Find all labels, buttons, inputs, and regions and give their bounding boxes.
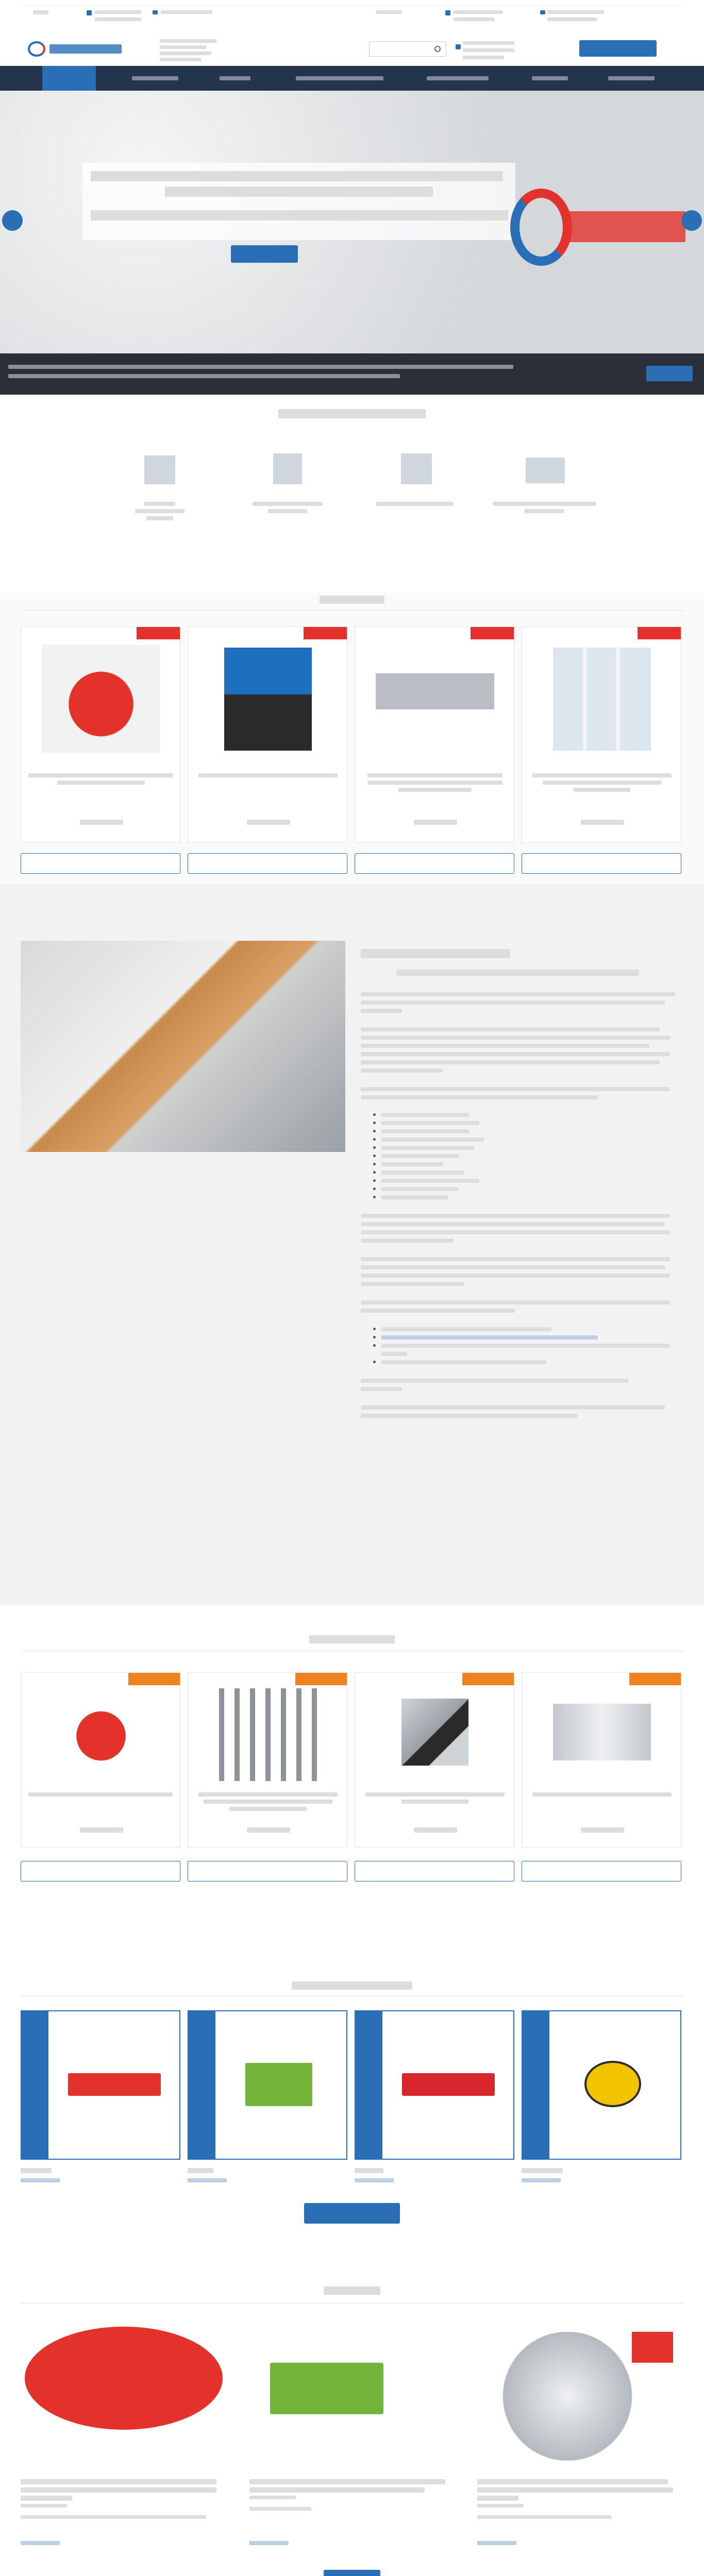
about-text — [361, 1027, 660, 1031]
header-phone[interactable] — [95, 18, 141, 21]
hero-more-button[interactable] — [231, 245, 298, 263]
about-text — [361, 1309, 515, 1313]
new-products-section — [0, 592, 704, 884]
product-image[interactable] — [376, 673, 494, 709]
about-text — [361, 1414, 577, 1418]
brand-side-stripe — [189, 2011, 215, 2159]
news-title[interactable] — [21, 2479, 216, 2484]
advantage-label — [253, 502, 323, 506]
list-bullet — [373, 1196, 376, 1198]
news-excerpt — [477, 2515, 611, 2519]
list-bullet — [373, 1155, 376, 1157]
news-image-logo — [25, 2327, 223, 2430]
header-phone[interactable] — [454, 10, 503, 14]
product-card[interactable] — [355, 1672, 514, 1848]
nav-item[interactable] — [132, 76, 178, 80]
product-name[interactable] — [28, 1792, 173, 1797]
news-section — [0, 2239, 704, 2558]
advantage-label — [376, 502, 454, 506]
list-item — [381, 1138, 484, 1142]
product-name[interactable] — [204, 1800, 332, 1804]
nav-item[interactable] — [220, 76, 250, 80]
brand-card[interactable] — [522, 2010, 681, 2160]
product-image[interactable] — [219, 1688, 317, 1781]
brand-logo — [584, 2061, 641, 2107]
certificate-icon — [144, 455, 175, 484]
phone-icon — [456, 44, 461, 49]
product-image[interactable] — [224, 648, 312, 751]
about-text — [361, 1036, 670, 1040]
section-title — [292, 1981, 412, 1990]
news-title[interactable] — [477, 2487, 673, 2493]
mail-icon — [153, 10, 158, 14]
product-name[interactable] — [229, 1807, 307, 1811]
main-nav — [0, 66, 704, 91]
brand-side-stripe — [356, 2011, 382, 2159]
about-text — [361, 1257, 670, 1261]
top-header — [0, 0, 704, 66]
list-bullet — [373, 1163, 376, 1165]
brand-name[interactable] — [522, 2168, 563, 2173]
logo[interactable] — [28, 39, 131, 60]
advantage-label — [135, 509, 185, 513]
list-bullet — [373, 1146, 376, 1149]
list-item — [381, 1129, 469, 1133]
brand-side-stripe — [22, 2011, 48, 2159]
product-price — [80, 1827, 123, 1833]
header-tagline — [160, 45, 206, 49]
about-text — [361, 1214, 670, 1218]
header-phone[interactable] — [547, 18, 597, 21]
brand-more-link[interactable] — [522, 2178, 561, 2182]
product-tag — [128, 1673, 180, 1685]
product-card[interactable] — [522, 1672, 681, 1848]
product-more-button[interactable] — [355, 1861, 514, 1882]
product-more-button[interactable] — [188, 853, 347, 874]
news-title[interactable] — [21, 2487, 216, 2493]
about-text — [361, 1265, 665, 1269]
about-text — [361, 1379, 629, 1383]
news-title[interactable] — [249, 2479, 445, 2484]
news-image-product — [498, 2332, 652, 2461]
search-input[interactable] — [369, 41, 446, 57]
about-text — [361, 1052, 670, 1056]
product-price — [247, 1827, 290, 1833]
header-strip — [21, 5, 683, 6]
section-underline — [21, 610, 683, 611]
news-image[interactable] — [249, 2316, 456, 2466]
product-price — [581, 1827, 624, 1833]
header-email[interactable] — [161, 10, 212, 14]
about-text — [361, 1282, 464, 1286]
list-item — [381, 1344, 670, 1348]
list-item — [381, 1195, 448, 1199]
section-title — [320, 596, 384, 604]
list-bullet — [373, 1188, 376, 1190]
about-text — [361, 1009, 402, 1013]
list-item — [381, 1179, 479, 1183]
brand-card[interactable] — [21, 2010, 180, 2160]
list-item — [381, 1162, 443, 1166]
product-name[interactable] — [574, 788, 630, 792]
list-item — [381, 1113, 469, 1117]
product-more-button[interactable] — [355, 853, 514, 874]
list-bullet — [373, 1138, 376, 1141]
nav-item[interactable] — [427, 76, 489, 80]
about-section — [0, 884, 704, 1605]
product-card[interactable] — [21, 1672, 180, 1848]
product-price — [80, 820, 123, 825]
manufacturers-section — [0, 1894, 704, 2239]
mail-icon — [540, 10, 545, 14]
advantages-section — [0, 395, 704, 592]
news-title[interactable] — [21, 2496, 72, 2501]
header-phone[interactable] — [454, 18, 495, 21]
header-email[interactable] — [547, 10, 604, 14]
list-item — [381, 1171, 464, 1175]
product-price — [247, 820, 290, 825]
about-text — [361, 1001, 665, 1005]
product-name[interactable] — [198, 1792, 338, 1797]
advantage-label — [268, 509, 307, 513]
brand-logo — [245, 2063, 312, 2106]
list-bullet — [373, 1361, 376, 1363]
list-bullet — [373, 1122, 376, 1124]
product-more-button[interactable] — [522, 853, 681, 874]
about-text — [361, 1087, 670, 1091]
product-name[interactable] — [398, 788, 472, 792]
nav-item[interactable] — [296, 76, 383, 80]
news-date — [477, 2504, 524, 2507]
product-name[interactable] — [532, 1792, 672, 1797]
news-image[interactable] — [21, 2316, 227, 2466]
product-card[interactable] — [188, 626, 347, 843]
top-link[interactable] — [33, 10, 48, 14]
brand-name[interactable] — [21, 2168, 52, 2173]
header-tagline — [160, 39, 216, 43]
phone-icon — [87, 10, 92, 15]
product-image[interactable] — [401, 1699, 468, 1766]
brand-more-link[interactable] — [21, 2178, 60, 2182]
about-subtitle — [397, 970, 639, 976]
about-text — [361, 1387, 402, 1391]
brand-logo — [402, 2073, 495, 2096]
product-name[interactable] — [543, 781, 661, 785]
product-tag — [471, 627, 514, 639]
popular-section — [0, 1605, 704, 1894]
truck-icon — [526, 457, 565, 483]
list-item — [381, 1121, 479, 1125]
cookie-accept-button[interactable] — [646, 366, 693, 381]
product-name[interactable] — [532, 773, 672, 777]
advantage-label — [146, 516, 173, 520]
about-title — [361, 949, 510, 958]
list-bullet — [373, 1328, 376, 1330]
list-item[interactable] — [381, 1335, 598, 1340]
product-card[interactable] — [188, 1672, 347, 1848]
news-more-link[interactable] — [249, 2541, 289, 2545]
header-phone[interactable] — [463, 41, 514, 45]
list-item — [381, 1146, 474, 1150]
about-text — [361, 1095, 598, 1099]
about-text — [361, 1060, 660, 1064]
about-text — [361, 1274, 670, 1278]
nav-item[interactable] — [608, 76, 655, 80]
section-title — [324, 2286, 380, 2295]
news-date — [249, 2496, 296, 2499]
product-more-button[interactable] — [21, 1861, 180, 1882]
advantage-label — [493, 502, 596, 506]
product-price — [414, 820, 457, 825]
list-item — [381, 1327, 551, 1331]
cookie-bar — [0, 353, 704, 395]
product-tag — [638, 627, 681, 639]
news-title[interactable] — [477, 2496, 518, 2501]
arrow-right-icon[interactable] — [681, 210, 702, 231]
brand-logo — [68, 2073, 161, 2096]
product-image[interactable] — [553, 1704, 651, 1760]
list-bullet — [373, 1336, 376, 1338]
news-image-logo — [270, 2363, 383, 2414]
calculator-icon — [401, 453, 432, 484]
product-price — [414, 1827, 457, 1833]
product-tag — [137, 627, 180, 639]
news-title[interactable] — [249, 2487, 425, 2493]
product-more-button[interactable] — [21, 853, 180, 874]
product-card[interactable] — [355, 626, 514, 843]
consultant-icon — [273, 453, 302, 484]
news-more-link[interactable] — [21, 2541, 60, 2545]
product-more-button[interactable] — [188, 1861, 347, 1882]
product-image[interactable] — [42, 645, 160, 753]
header-phone[interactable] — [95, 10, 141, 14]
product-more-button[interactable] — [522, 1861, 681, 1882]
product-card[interactable] — [21, 626, 180, 843]
brand-card[interactable] — [355, 2010, 514, 2160]
product-tag — [462, 1673, 514, 1685]
list-bullet — [373, 1130, 376, 1132]
product-name[interactable] — [365, 1792, 505, 1797]
cookie-text — [8, 365, 513, 369]
product-card[interactable] — [522, 626, 681, 843]
header-tagline — [160, 58, 201, 61]
logo-wordmark — [49, 44, 122, 54]
list-bullet — [373, 1179, 376, 1182]
product-name[interactable] — [367, 773, 502, 777]
news-image[interactable] — [477, 2316, 683, 2466]
news-excerpt — [21, 2515, 206, 2519]
about-text — [361, 1405, 665, 1410]
list-bullet — [373, 1171, 376, 1174]
arrow-left-icon[interactable] — [2, 210, 23, 231]
header-region[interactable] — [376, 10, 402, 14]
news-more-link[interactable] — [477, 2541, 516, 2545]
about-text — [361, 1044, 649, 1048]
about-text — [361, 1300, 670, 1304]
news-date — [21, 2504, 67, 2507]
news-excerpt — [249, 2507, 311, 2511]
cookie-text — [8, 374, 400, 378]
logo-mark — [28, 41, 45, 57]
news-title[interactable] — [477, 2479, 668, 2484]
brand-name[interactable] — [355, 2168, 383, 2173]
product-tag — [304, 627, 347, 639]
product-tag — [629, 1673, 681, 1685]
product-image[interactable] — [68, 1693, 135, 1771]
hero-headline — [165, 187, 433, 197]
list-item — [381, 1187, 459, 1191]
about-text — [361, 1239, 454, 1243]
advantage-label — [525, 509, 564, 513]
nav-item[interactable] — [42, 66, 96, 91]
header-tagline — [160, 52, 211, 55]
about-image — [21, 941, 345, 1152]
advantage-label — [144, 502, 175, 506]
brand-more-link[interactable] — [188, 2178, 227, 2182]
hero-logo-wordmark — [567, 211, 685, 242]
about-text — [361, 992, 675, 996]
hero-headline — [91, 210, 508, 221]
list-bullet — [373, 1344, 376, 1347]
hero-logo — [510, 189, 685, 271]
all-news-button[interactable] — [324, 2570, 380, 2576]
search-icon[interactable] — [434, 46, 441, 52]
section-title — [278, 409, 426, 418]
nav-item[interactable] — [532, 76, 568, 80]
product-tag — [295, 1673, 347, 1685]
product-name[interactable] — [57, 781, 145, 785]
order-call-button[interactable] — [579, 40, 657, 57]
news-image-badge — [632, 2332, 673, 2363]
brand-name[interactable] — [188, 2168, 213, 2173]
list-item — [381, 1360, 546, 1364]
hero-slider — [0, 91, 704, 353]
list-bullet — [373, 1113, 376, 1116]
list-item — [381, 1154, 459, 1158]
brand-more-link[interactable] — [355, 2178, 394, 2182]
phone-icon — [445, 10, 450, 15]
product-name[interactable] — [367, 781, 502, 785]
product-price — [581, 820, 624, 825]
list-item — [381, 1352, 407, 1356]
product-name[interactable] — [28, 773, 173, 777]
header-phone[interactable] — [463, 48, 514, 52]
product-name[interactable] — [198, 773, 338, 777]
brand-card[interactable] — [188, 2010, 347, 2160]
about-text — [361, 1230, 670, 1234]
about-text — [361, 1222, 665, 1226]
section-title — [309, 1635, 395, 1643]
product-image[interactable] — [553, 648, 651, 751]
hero-headline — [91, 171, 503, 181]
all-manufacturers-button[interactable] — [304, 2203, 400, 2224]
brand-side-stripe — [523, 2011, 549, 2159]
product-name[interactable] — [401, 1800, 468, 1804]
about-text — [361, 1069, 443, 1073]
hero-logo-mark — [510, 189, 572, 266]
header-phone[interactable] — [463, 56, 504, 59]
